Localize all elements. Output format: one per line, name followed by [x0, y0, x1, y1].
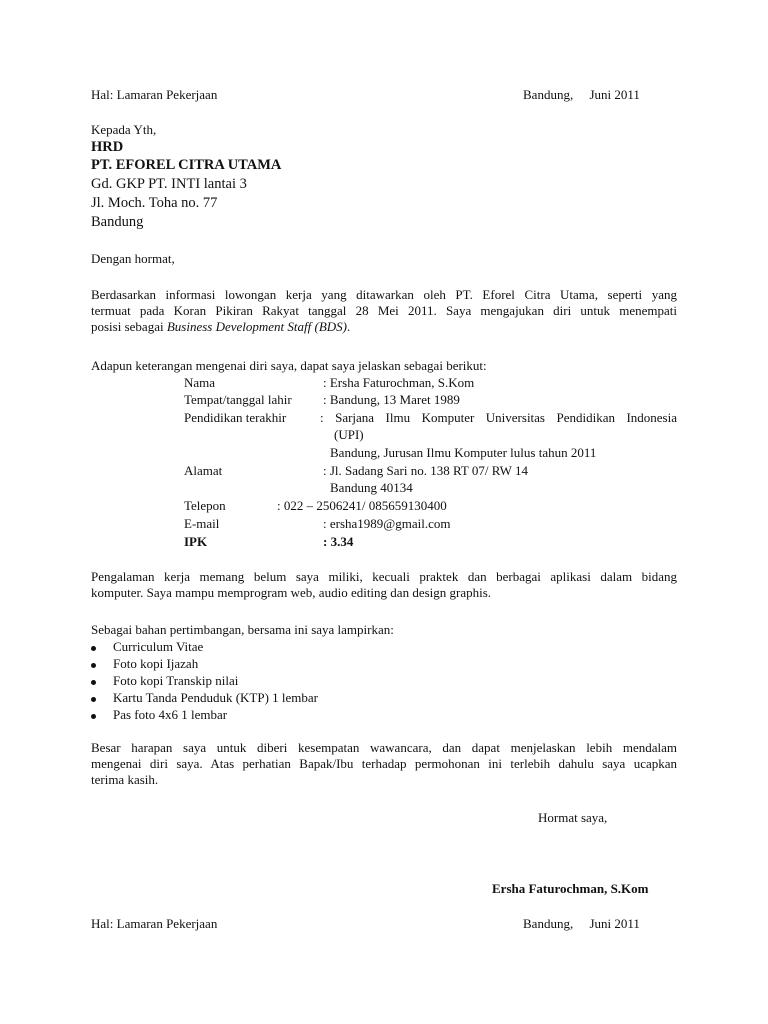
closing-line-1: Besar harapan saya untuk diberi kesempatan wawancara, dan dapat menjelaskan lebih mendalam — [91, 740, 677, 755]
intro-line-2: termuat pada Koran Pikiran Rakyat tanggal 28 Mei 2011. Saya mengajukan diri untuk menempati — [91, 303, 677, 318]
closing-line-2: mengenai diri saya. Atas perhatian Bapak/Ibu terhadap permohonan ini terlebih dahulu saya ucapkan — [91, 756, 677, 771]
attachment-item: Pas foto 4x6 1 lembar — [113, 707, 228, 722]
salutation: Dengan hormat, — [91, 251, 175, 266]
attachment-item: Foto kopi Ijazah — [113, 656, 199, 671]
intro-line-3 — [91, 319, 677, 335]
recipient-greeting: Kepada Yth, — [91, 122, 157, 137]
closing-line-3: terima kasih. — [91, 772, 159, 787]
recipient-dept: HRD — [91, 139, 124, 155]
ttl-label: Tempat/tanggal lahir — [184, 392, 292, 407]
intro-paragraph — [91, 287, 677, 335]
email-label: E-mail — [184, 516, 220, 531]
recipient-address-1: Gd. GKP PT. INTI lantai 3 — [91, 176, 247, 192]
pendidikan-value-3: Bandung, Jurusan Ilmu Komputer lulus tahun 2011 — [330, 445, 597, 460]
subject-line: Hal: Lamaran Pekerjaan — [91, 87, 218, 102]
pendidikan-value-2: (UPI) — [334, 427, 364, 442]
recipient-company: PT. EFOREL CITRA UTAMA — [91, 157, 282, 173]
signer-name: Ersha Faturochman, S.Kom — [492, 881, 649, 896]
alamat-value-1: : Jl. Sadang Sari no. 138 RT 07/ RW 14 — [323, 463, 528, 478]
attachment-item: Foto kopi Transkip nilai — [113, 673, 239, 688]
intro-line-3-prefix: posisi sebagai — [91, 319, 167, 334]
pendidikan-label: Pendidikan terakhir — [184, 410, 287, 425]
bullet-icon — [91, 673, 96, 689]
ipk-value: : 3.34 — [323, 534, 354, 549]
bullet-icon — [91, 656, 96, 672]
intro-line-1: Berdasarkan informasi lowongan kerja yang ditawarkan oleh PT. Eforel Citra Utama, seperti yang — [91, 287, 677, 302]
telepon-value: : 022 – 2506241/ 085659130400 — [277, 498, 447, 513]
sign-off: Hormat saya, — [538, 810, 608, 825]
place-date: Bandung, Juni 2011 — [523, 87, 640, 102]
intro-line-3-suffix: . — [346, 319, 351, 334]
experience-line-2: komputer. Saya mampu memprogram web, audio editing dan design graphis. — [91, 585, 492, 600]
alamat-value-2: Bandung 40134 — [330, 480, 413, 495]
attachment-item: Curriculum Vitae — [113, 639, 204, 654]
attachments-intro: Sebagai bahan pertimbangan, bersama ini saya lampirkan: — [91, 622, 394, 637]
nama-value: : Ersha Faturochman, S.Kom — [323, 375, 475, 390]
recipient-address-2: Jl. Moch. Toha no. 77 — [91, 195, 218, 211]
email-value: : ersha1989@gmail.com — [323, 516, 451, 531]
ipk-label: IPK — [184, 534, 208, 549]
attachment-item: Kartu Tanda Penduduk (KTP) 1 lembar — [113, 690, 318, 705]
alamat-label: Alamat — [184, 463, 223, 478]
experience-paragraph — [91, 569, 677, 601]
ttl-value: : Bandung, 13 Maret 1989 — [323, 392, 460, 407]
bullet-icon — [91, 690, 96, 706]
bullet-icon — [91, 707, 96, 723]
position-name: Business Development Staff (BDS) — [166, 319, 347, 334]
footer-subject-line: Hal: Lamaran Pekerjaan — [91, 916, 218, 931]
pendidikan-value-1: : Sarjana Ilmu Komputer Universitas Pendidikan Indonesia — [320, 410, 677, 425]
footer-place-date: Bandung, Juni 2011 — [523, 916, 640, 931]
experience-line-1: Pengalaman kerja memang belum saya miliki, kecuali praktek dan berbagai aplikasi dalam bidang — [91, 569, 677, 584]
closing-paragraph — [91, 740, 677, 788]
recipient-city: Bandung — [91, 214, 144, 230]
nama-label: Nama — [184, 375, 216, 390]
telepon-label: Telepon — [184, 498, 226, 513]
bullet-icon — [91, 639, 96, 655]
details-intro: Adapun keterangan mengenai diri saya, dapat saya jelaskan sebagai berikut: — [91, 358, 487, 373]
